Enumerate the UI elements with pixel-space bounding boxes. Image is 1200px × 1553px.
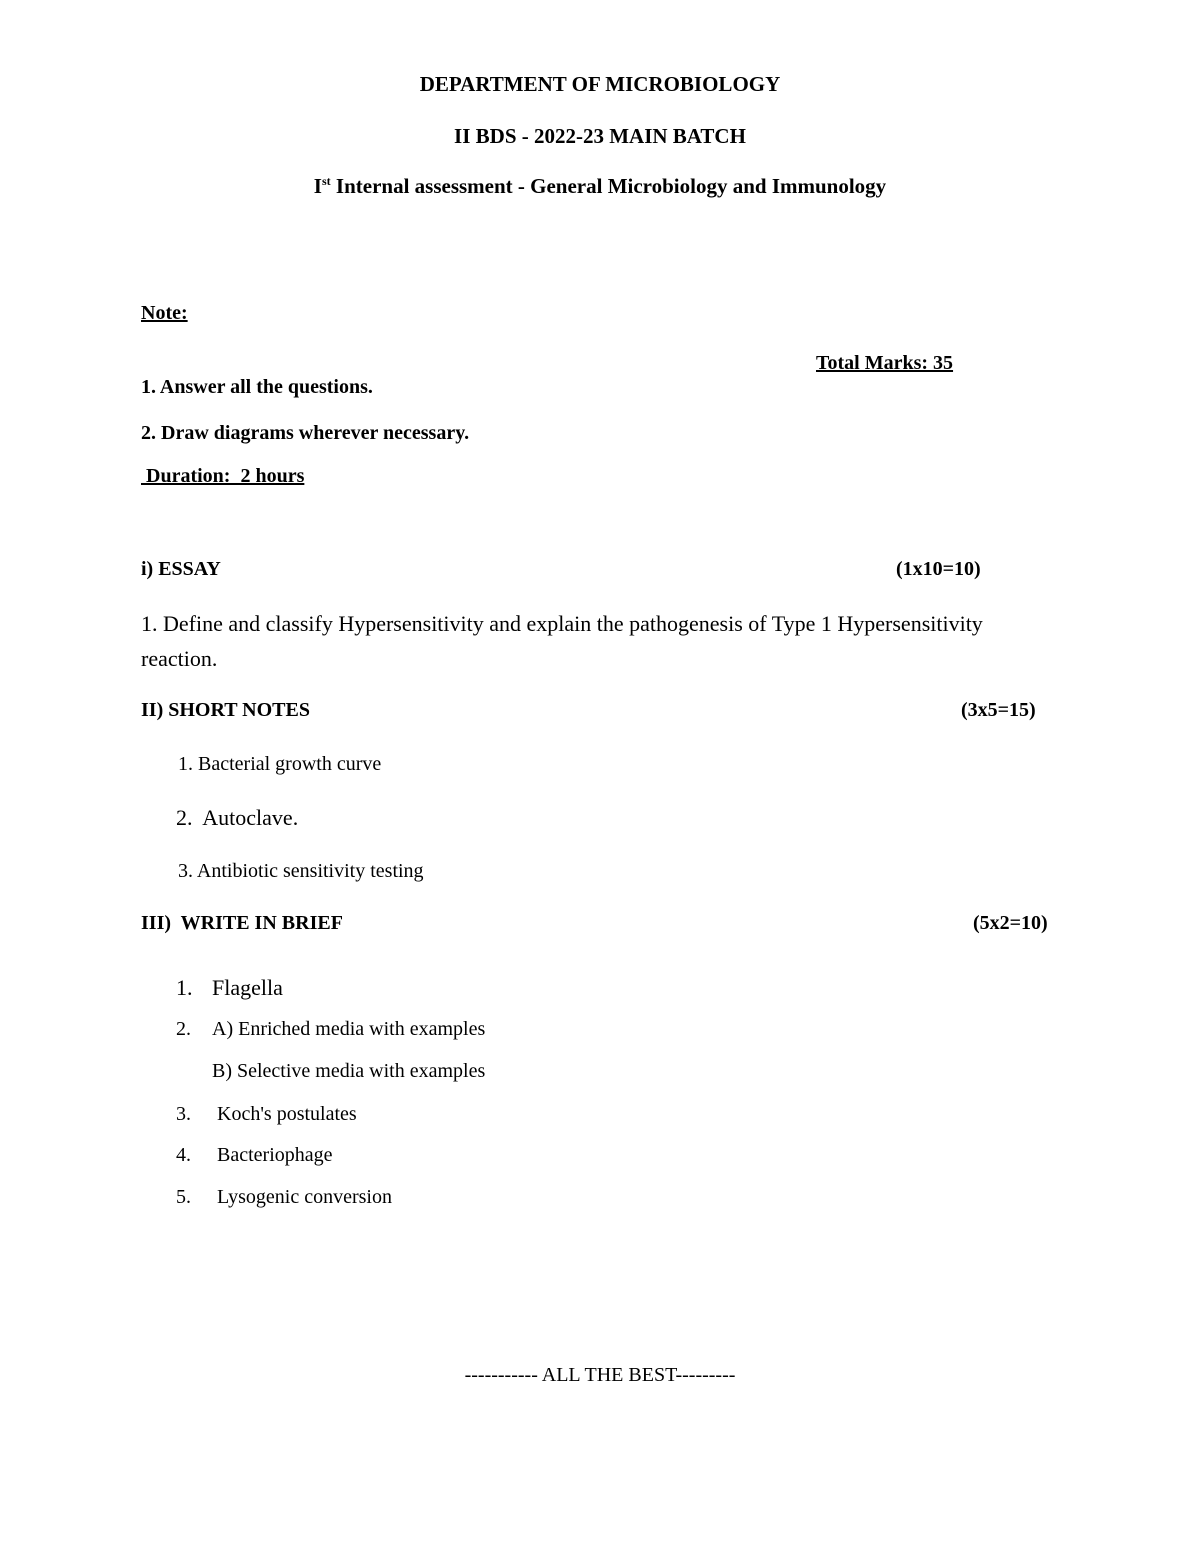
assessment-rest: Internal assessment - General Microbiology and Immunology xyxy=(330,174,887,198)
short-notes-marks: (3x5=15) xyxy=(961,699,1036,721)
brief-heading: III) WRITE IN BRIEF xyxy=(141,912,343,934)
short-note-item-3: 3. Antibiotic sensitivity testing xyxy=(178,860,424,882)
short-note-item-2: 2. Autoclave. xyxy=(176,805,299,830)
instruction-1: 1. Answer all the questions. xyxy=(141,376,373,398)
note-label: Note: xyxy=(141,302,188,324)
total-marks: Total Marks: 35 xyxy=(816,352,954,374)
batch-title: II BDS - 2022-23 MAIN BATCH xyxy=(454,124,746,148)
brief-item-3: Koch's postulates xyxy=(212,1103,357,1125)
brief-item-num-4: 4. xyxy=(176,1144,191,1166)
essay-marks: (1x10=10) xyxy=(896,558,981,580)
instruction-2: 2. Draw diagrams wherever necessary. xyxy=(141,422,470,444)
brief-item-num-2: 2. xyxy=(176,1018,191,1040)
duration: Duration: 2 hours xyxy=(141,465,305,487)
assessment-ordinal: st xyxy=(321,174,331,188)
brief-item-num-5: 5. xyxy=(176,1186,191,1208)
essay-question-1-cont: reaction. xyxy=(141,646,218,671)
essay-question-1: 1. Define and classify Hypersensitivity and explain the pathogenesis of Type 1 Hypersensitivity xyxy=(141,611,983,636)
short-note-item-1: 1. Bacterial growth curve xyxy=(178,753,382,775)
essay-heading: i) ESSAY xyxy=(141,558,221,580)
brief-item-2a: A) Enriched media with examples xyxy=(212,1018,486,1040)
brief-item-1: Flagella xyxy=(212,975,283,1000)
brief-marks: (5x2=10) xyxy=(973,912,1048,934)
brief-item-num-1: 1. xyxy=(176,975,193,1000)
assessment-title xyxy=(0,174,1200,199)
closing-message: ----------- ALL THE BEST--------- xyxy=(464,1364,736,1386)
brief-item-5: Lysogenic conversion xyxy=(212,1186,392,1208)
brief-item-4: Bacteriophage xyxy=(212,1144,333,1166)
short-notes-heading: II) SHORT NOTES xyxy=(141,699,310,721)
brief-item-2b: B) Selective media with examples xyxy=(212,1060,486,1082)
department-title: DEPARTMENT OF MICROBIOLOGY xyxy=(419,72,781,96)
assessment-prefix: I xyxy=(313,174,322,198)
brief-item-num-3: 3. xyxy=(176,1103,191,1125)
